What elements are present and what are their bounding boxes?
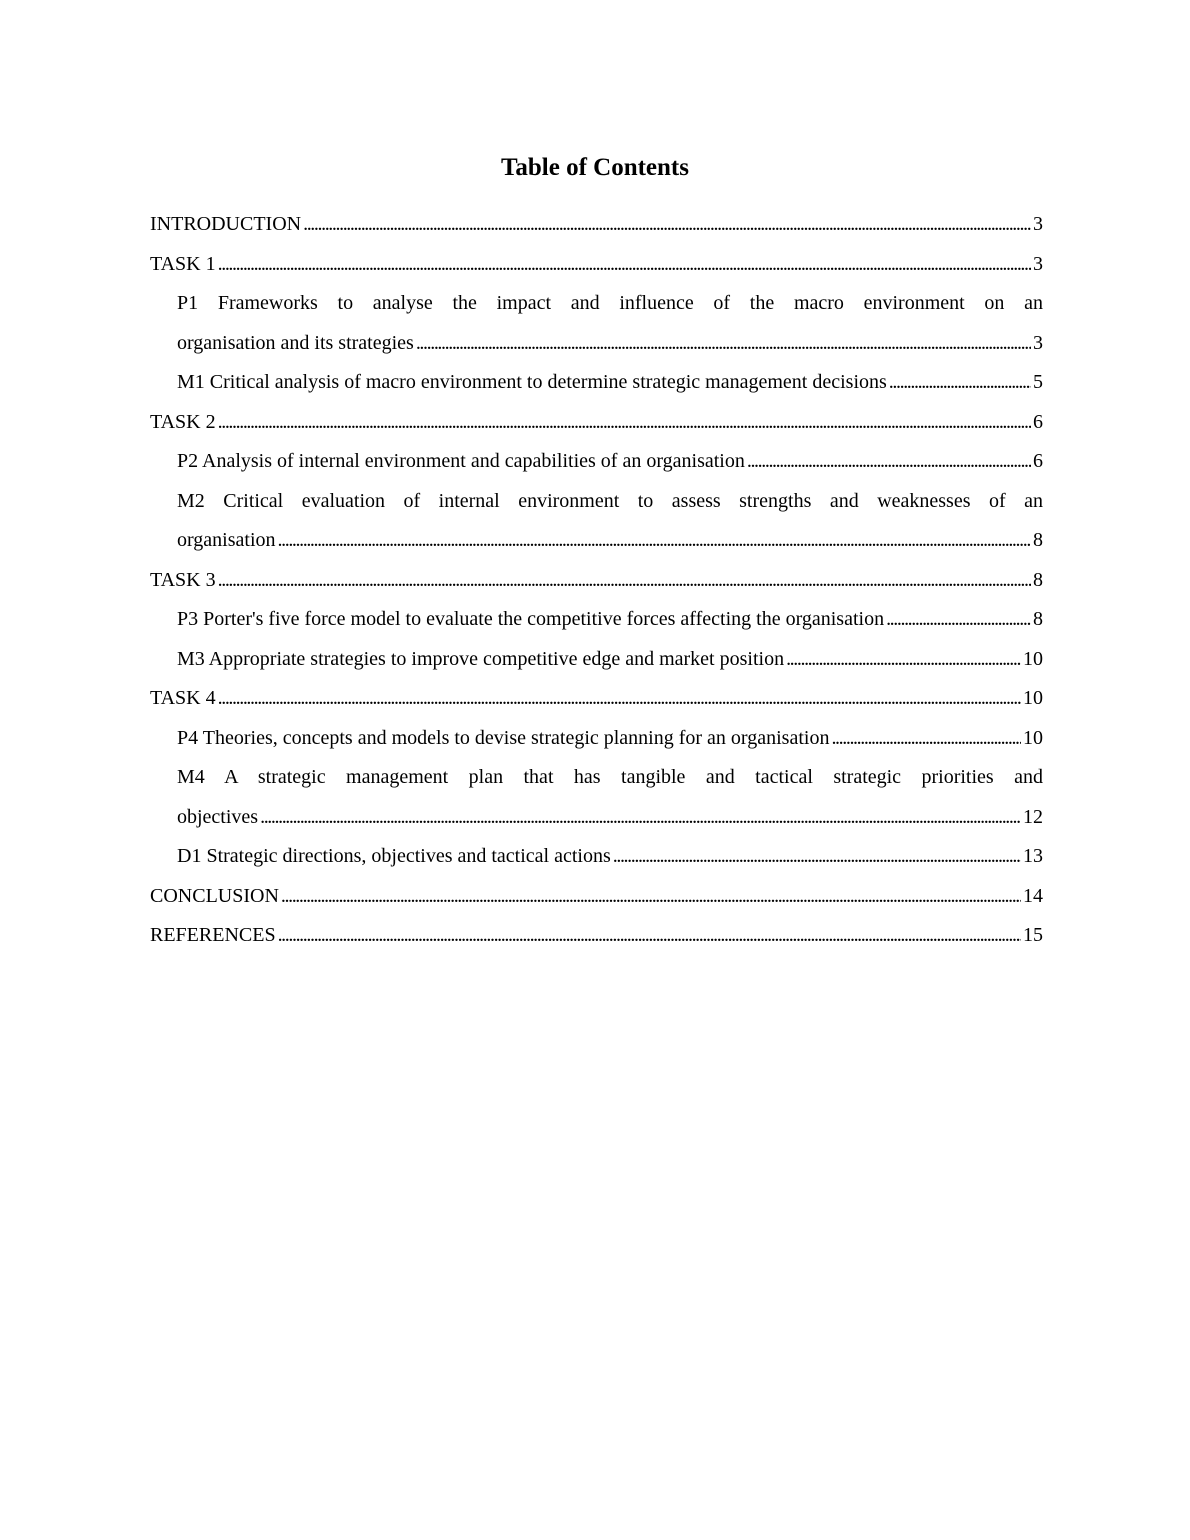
toc-entry[interactable] bbox=[150, 719, 1043, 759]
toc-entry-final-line bbox=[177, 324, 1043, 364]
toc-entry-text: REFERENCES bbox=[150, 924, 276, 946]
toc-entry-text: M3 Appropriate strategies to improve competitive edge and market position bbox=[177, 647, 785, 670]
dot-leader bbox=[281, 877, 1021, 917]
toc-entry-text: organisation bbox=[177, 529, 276, 551]
toc-page-number: 10 bbox=[1023, 647, 1043, 670]
toc-entry[interactable] bbox=[150, 877, 1043, 917]
toc-entry[interactable] bbox=[150, 561, 1043, 601]
toc-page-number: 15 bbox=[1023, 924, 1043, 946]
toc-entry[interactable] bbox=[150, 205, 1043, 245]
toc-page-number: 5 bbox=[1033, 371, 1043, 393]
toc-entry-final-line bbox=[150, 245, 1043, 285]
toc-page-number: 8 bbox=[1033, 608, 1043, 630]
toc-page-number: 8 bbox=[1033, 568, 1043, 591]
dot-leader bbox=[278, 916, 1021, 956]
toc-page-number: 8 bbox=[1033, 529, 1043, 551]
toc-entry-final-line bbox=[177, 521, 1043, 561]
toc-entry-line: P1 Frameworks to analyse the impact and influence of the macro environment on an bbox=[177, 292, 1043, 314]
toc-entry[interactable] bbox=[150, 284, 1043, 363]
toc-page-number: 10 bbox=[1023, 726, 1043, 749]
toc-page-number: 12 bbox=[1023, 805, 1043, 828]
toc-entry-text: objectives bbox=[177, 805, 259, 828]
toc-entry-text: P3 Porter's five force model to evaluate the competitive forces affecting the organisation bbox=[177, 608, 885, 630]
toc-entry-final-line bbox=[177, 640, 1043, 680]
toc-entry-final-line bbox=[150, 877, 1043, 917]
dot-leader bbox=[889, 363, 1031, 403]
dot-leader bbox=[786, 640, 1021, 680]
toc-entry[interactable] bbox=[150, 245, 1043, 285]
toc-page-number: 3 bbox=[1033, 213, 1043, 235]
toc-entry[interactable] bbox=[150, 679, 1043, 719]
toc-entry-text: INTRODUCTION bbox=[150, 213, 302, 235]
toc-entry[interactable] bbox=[150, 363, 1043, 403]
toc-entry-text: TASK 2 bbox=[150, 410, 216, 433]
toc-entry-final-line bbox=[177, 719, 1043, 759]
dot-leader bbox=[886, 600, 1031, 640]
toc-entry[interactable] bbox=[150, 640, 1043, 680]
toc-entry-text: organisation and its strategies bbox=[177, 331, 414, 354]
toc-entry-line: M2 Critical evaluation of internal environment to assess strengths and weaknesses of an bbox=[177, 489, 1043, 512]
toc-entry-final-line bbox=[150, 916, 1043, 956]
dot-leader bbox=[218, 679, 1021, 719]
toc-page-number: 6 bbox=[1033, 410, 1043, 433]
toc-entry-final-line bbox=[150, 205, 1043, 245]
toc-entry-text: TASK 4 bbox=[150, 687, 216, 709]
toc-entry-text: TASK 3 bbox=[150, 568, 216, 591]
dot-leader bbox=[218, 403, 1031, 443]
dot-leader bbox=[613, 837, 1021, 877]
toc-entry[interactable] bbox=[150, 600, 1043, 640]
toc-entry-final-line bbox=[177, 798, 1043, 838]
toc-entry-text: TASK 1 bbox=[150, 252, 216, 275]
toc-entry-final-line bbox=[150, 561, 1043, 601]
toc-entry[interactable] bbox=[150, 482, 1043, 561]
toc-page-number: 6 bbox=[1033, 450, 1043, 472]
toc-list bbox=[150, 205, 1043, 956]
toc-entry-text: P2 Analysis of internal environment and capabilities of an organisation bbox=[177, 450, 745, 472]
dot-leader bbox=[218, 561, 1031, 601]
toc-entry[interactable] bbox=[150, 758, 1043, 837]
toc-entry-final-line bbox=[150, 403, 1043, 443]
toc-entry-final-line bbox=[177, 442, 1043, 482]
dot-leader bbox=[278, 521, 1031, 561]
toc-page-number: 3 bbox=[1033, 331, 1043, 354]
dot-leader bbox=[303, 205, 1031, 245]
toc-entry[interactable] bbox=[150, 837, 1043, 877]
toc-entry-text: P4 Theories, concepts and models to devise strategic planning for an organisation bbox=[177, 726, 830, 749]
dot-leader bbox=[831, 719, 1021, 759]
toc-entry[interactable] bbox=[150, 916, 1043, 956]
toc-entry[interactable] bbox=[150, 442, 1043, 482]
toc-entry-line: M4 A strategic management plan that has tangible and tactical strategic priorities and bbox=[177, 766, 1043, 788]
toc-entry-text: CONCLUSION bbox=[150, 884, 279, 907]
toc-entry-text: M1 Critical analysis of macro environment to determine strategic management decisions bbox=[177, 371, 887, 393]
toc-page-number: 13 bbox=[1023, 845, 1043, 867]
toc-title: Table of Contents bbox=[501, 154, 689, 181]
dot-leader bbox=[416, 324, 1031, 364]
toc-page-number: 3 bbox=[1033, 252, 1043, 275]
toc-entry-final-line bbox=[177, 363, 1043, 403]
toc-entry[interactable] bbox=[150, 403, 1043, 443]
dot-leader bbox=[747, 442, 1031, 482]
toc-entry-final-line bbox=[177, 837, 1043, 877]
toc-entry-final-line bbox=[150, 679, 1043, 719]
toc-entry-text: D1 Strategic directions, objectives and tactical actions bbox=[177, 845, 611, 867]
dot-leader bbox=[218, 245, 1031, 285]
toc-entry-final-line bbox=[177, 600, 1043, 640]
toc-page-number: 10 bbox=[1023, 687, 1043, 709]
dot-leader bbox=[260, 798, 1021, 838]
toc-page-number: 14 bbox=[1023, 884, 1043, 907]
